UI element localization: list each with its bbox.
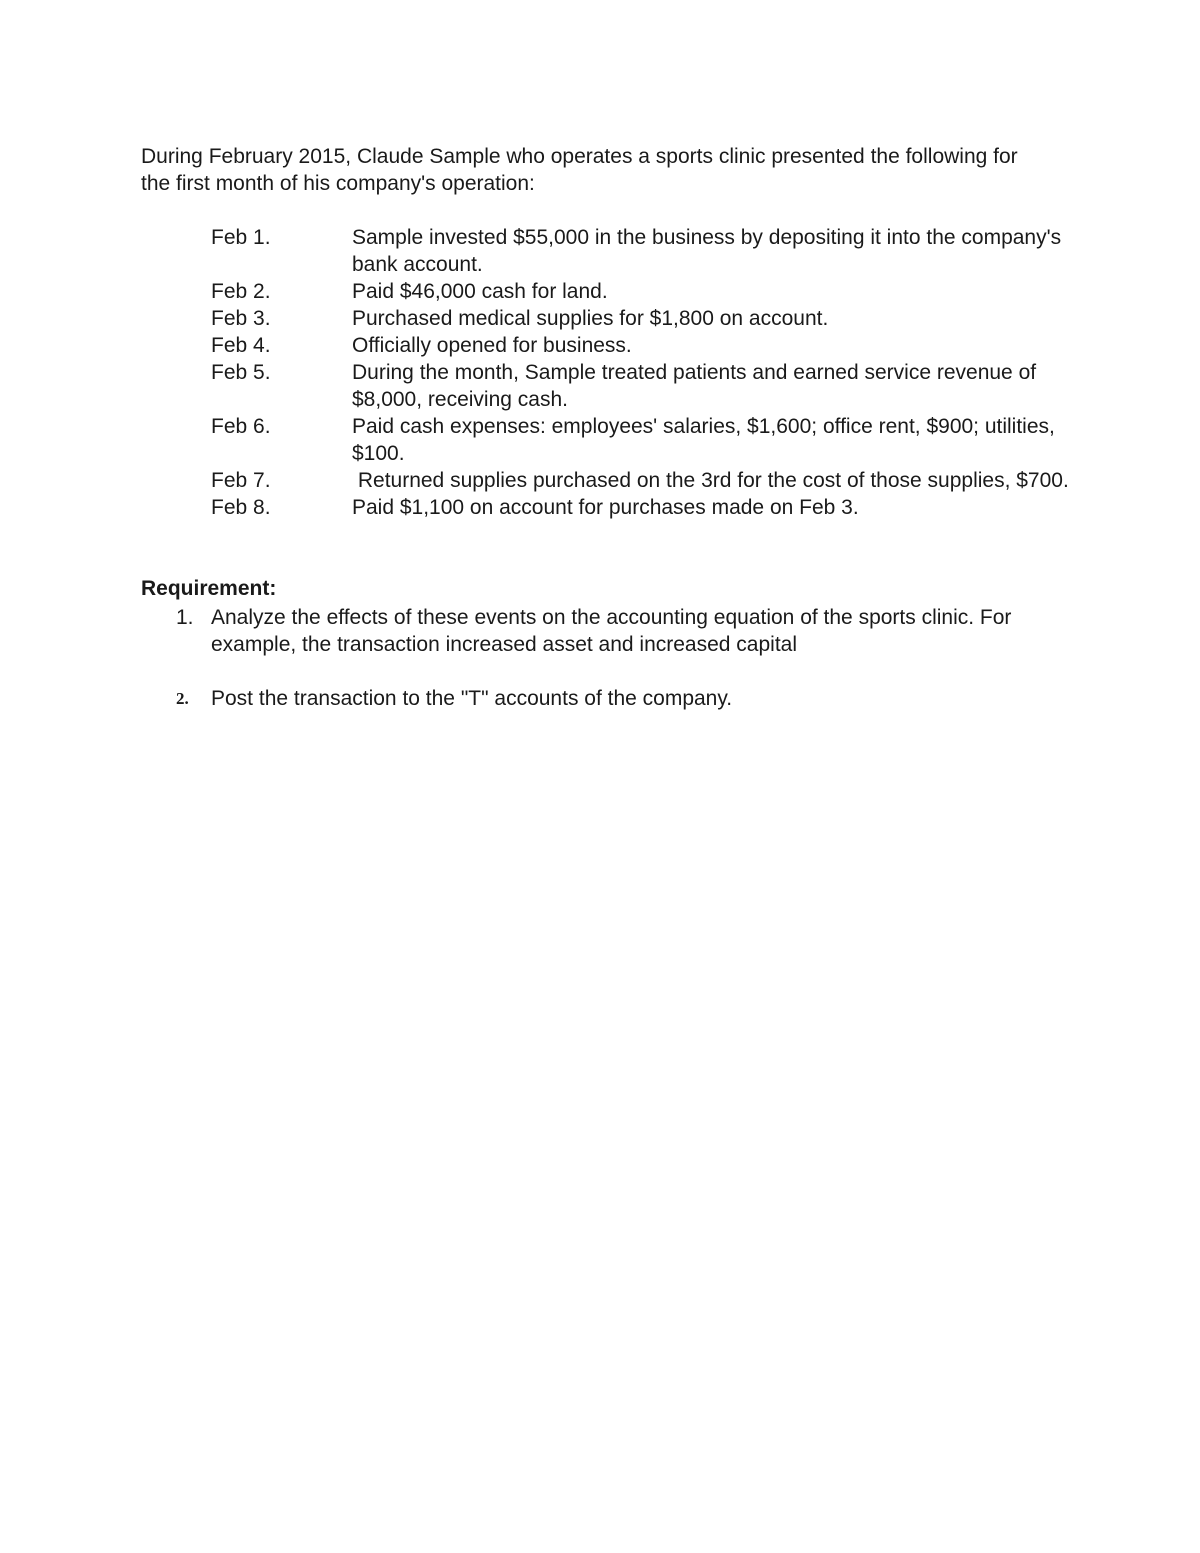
transaction-row (211, 413, 1081, 467)
transaction-description: Paid $1,100 on account for purchases made on Feb 3. (352, 496, 859, 519)
transaction-date: Feb 6. (211, 415, 271, 438)
intro-paragraph: During February 2015, Claude Sample who operates a sports clinic presented the following for the first month of his company's operation: (141, 145, 1018, 195)
transaction-date: Feb 3. (211, 307, 271, 330)
transaction-row (211, 467, 1081, 494)
transaction-date: Feb 4. (211, 334, 271, 357)
transaction-date: Feb 8. (211, 496, 271, 519)
transaction-row (211, 359, 1081, 413)
requirement-heading: Requirement: (141, 577, 277, 600)
requirement-number: 1. (176, 606, 194, 629)
transaction-date: Feb 2. (211, 280, 271, 303)
transaction-description: Paid $46,000 cash for land. (352, 280, 608, 303)
requirement-text: Analyze the effects of these events on the accounting equation of the sports clinic. For example, the transaction increased asset and increased capital (211, 606, 1012, 656)
transaction-date: Feb 7. (211, 469, 271, 492)
transaction-description: Returned supplies purchased on the 3rd for the cost of those supplies, $700. (352, 469, 1069, 492)
transaction-list (211, 224, 1081, 521)
transaction-row (211, 332, 1081, 359)
transaction-description: Sample invested $55,000 in the business by depositing it into the company's bank account. (352, 226, 1062, 276)
transaction-row (211, 494, 1081, 521)
transaction-description: Officially opened for business. (352, 334, 632, 357)
transaction-description: During the month, Sample treated patients and earned service revenue of $8,000, receiving cash. (352, 361, 1037, 411)
transaction-date: Feb 5. (211, 361, 271, 384)
transaction-date: Feb 1. (211, 226, 271, 249)
requirement-number: 2. (176, 689, 189, 708)
transaction-row (211, 305, 1081, 332)
requirement-text: Post the transaction to the "T" accounts of the company. (211, 687, 733, 710)
transaction-description: Purchased medical supplies for $1,800 on account. (352, 307, 829, 330)
transaction-row (211, 224, 1081, 278)
transaction-row (211, 278, 1081, 305)
requirement-item (176, 685, 1036, 712)
requirement-item (176, 604, 1036, 658)
transaction-description: Paid cash expenses: employees' salaries, $1,600; office rent, $900; utilities, $100. (352, 415, 1055, 465)
